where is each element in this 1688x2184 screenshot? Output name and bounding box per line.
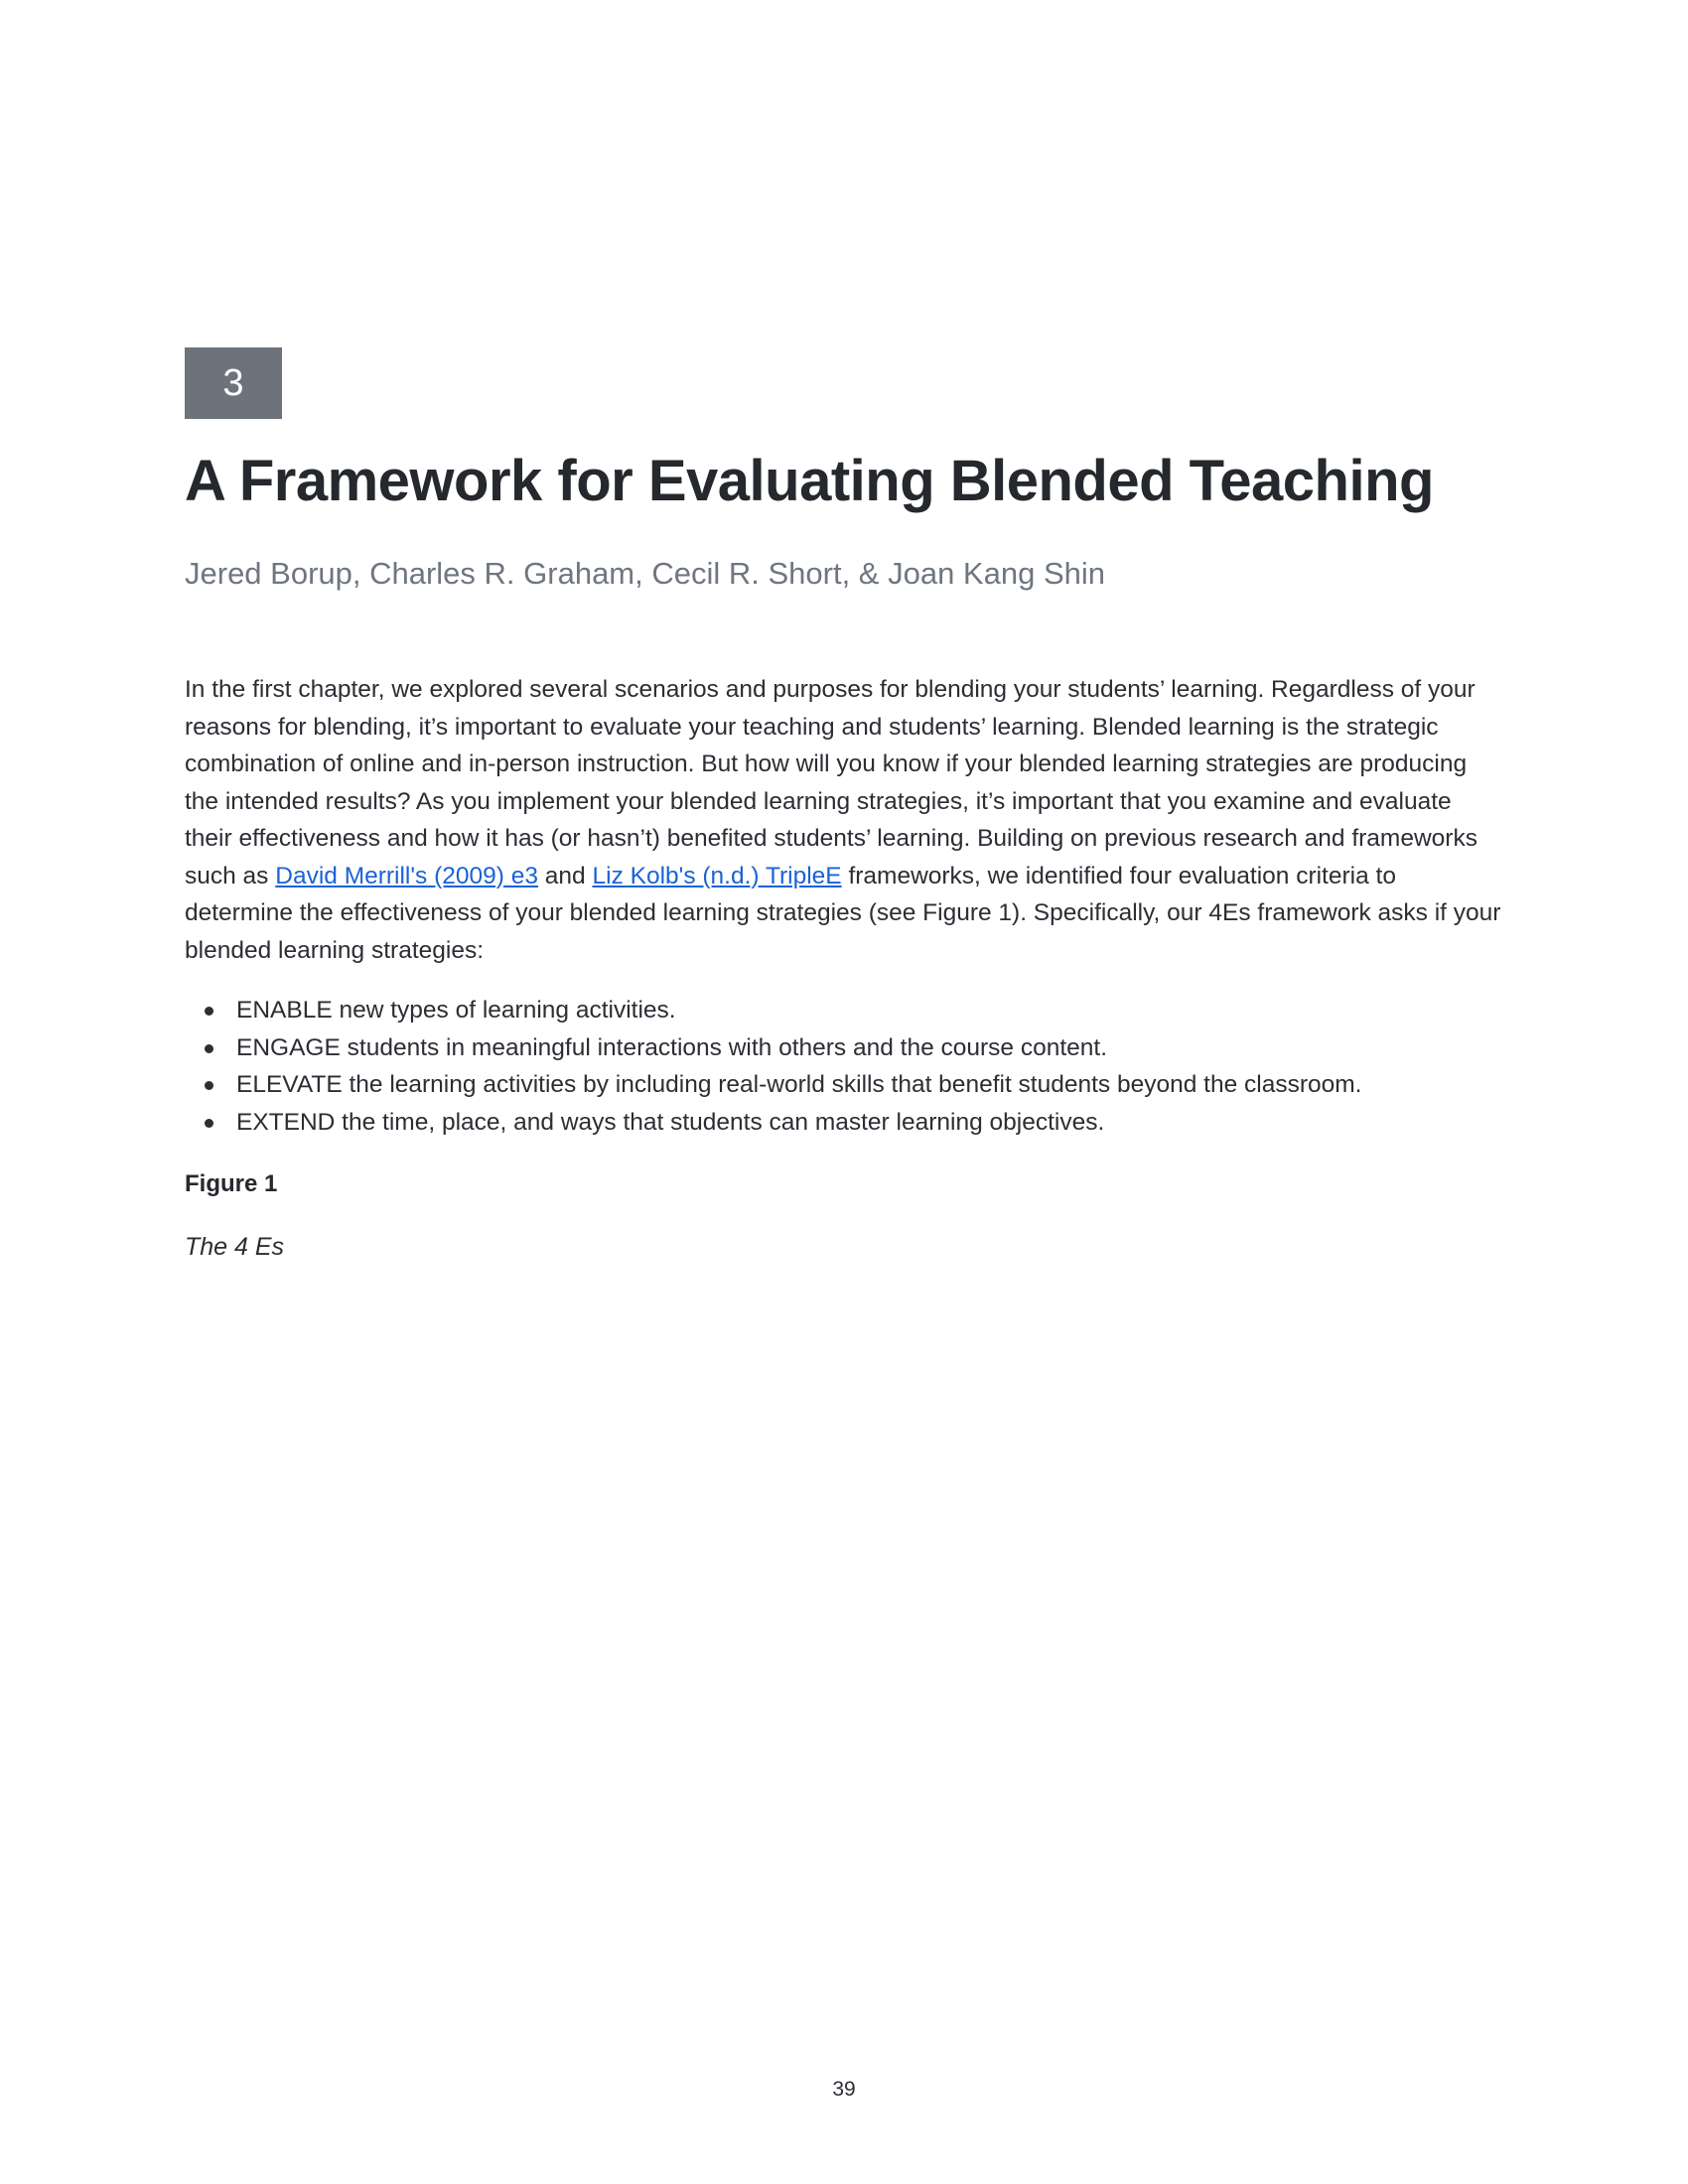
bullet-icon [205, 1081, 213, 1090]
four-es-list [185, 992, 1505, 1141]
list-item [185, 1104, 1505, 1142]
bullet-icon [205, 1044, 213, 1053]
intro-text-part-2: and [538, 862, 593, 889]
intro-paragraph [185, 671, 1505, 969]
list-item-text: ENABLE new types of learning activities. [236, 997, 676, 1024]
bullet-icon [205, 1007, 213, 1016]
list-item-text: ENGAGE students in meaningful interactions with others and the course content. [236, 1033, 1108, 1061]
kolb-triplee-link[interactable]: Liz Kolb's (n.d.) TripleE [592, 862, 842, 889]
merrill-e3-link[interactable]: David Merrill's (2009) e3 [275, 862, 538, 889]
page-number: 39 [832, 2078, 856, 2101]
intro-text-part-3: frameworks, we identified four evaluation criteria to determine the effectiveness of your blended learning strategies (see Figure 1). Specifically, our 4Es framework asks if your blended learning strategies: [185, 862, 1501, 964]
chapter-authors: Jered Borup, Charles R. Graham, Cecil R. Short, & Joan Kang Shin [185, 556, 1105, 591]
list-item [185, 992, 1505, 1029]
list-item-text: ELEVATE the learning activities by including real-world skills that benefit students beyond the classroom. [236, 1071, 1362, 1098]
intro-text-part-1: In the first chapter, we explored several scenarios and purposes for blending your students’ learning. Regardless of your reasons for blending, it’s important to evaluate your teaching and students’ learning. Blended learning is the strategic combination of online and in-person instruction. But how will you know if your blended learning strategies are producing the intended results? As you implement your blended learning strategies, it’s important that you examine and evaluate their effectiveness and how it has (or hasn’t) benefited students’ learning. Building on previous research and frameworks such as [185, 676, 1477, 889]
figure-label: Figure 1 [185, 1170, 278, 1197]
list-item [185, 1029, 1505, 1067]
chapter-number-badge: 3 [185, 347, 282, 419]
figure-caption: The 4 Es [185, 1233, 285, 1261]
list-item [185, 1066, 1505, 1104]
chapter-title: A Framework for Evaluating Blended Teaching [185, 449, 1434, 513]
list-item-text: EXTEND the time, place, and ways that students can master learning objectives. [236, 1108, 1105, 1136]
bullet-icon [205, 1119, 213, 1128]
